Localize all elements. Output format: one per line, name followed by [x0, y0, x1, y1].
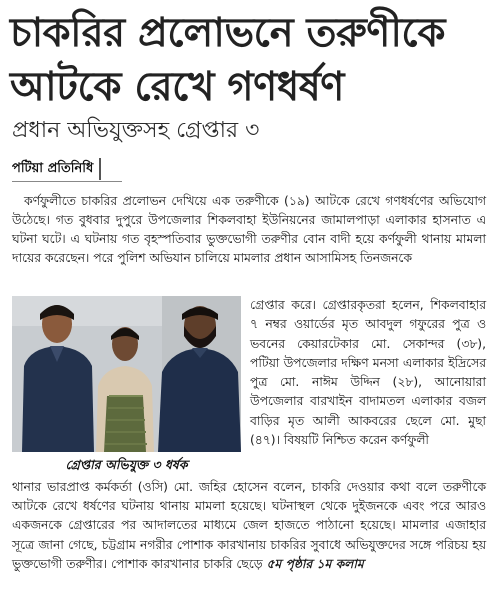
byline-divider: [12, 181, 122, 182]
three-men-photo-illustration: [12, 296, 241, 452]
paragraph-closing: থানার ভারপ্রাপ্ত কর্মকর্তা (ওসি) মো. জহির হোসেন বলেন, চাকরি দেওয়ার কথা বলে তরুণীকে আটকে রেখে ধর্ষণের ঘটনায় থানায় মামলা হয়েছে। ঘটনাস্থল থেকে দুইজনকে এবং পরে আরও একজনকে গ্রেপ্তারের পর আদালতের মাধ্যমে জেল হাজতে পাঠানো হয়েছে। মামলার এজাহার সূত্রে জানা গেছে, চট্টগ্রাম নগরীর পোশাক কারখানায় চাকরির সুবাধে অভিযুক্তদের সঙ্গে পরিচয় হয় ভুক্তভোগী তরুণীর। পোশাক কারখানার চাকরি ছেড়ে: [12, 480, 486, 571]
byline: পটিয়া প্রতিনিধি: [12, 158, 101, 180]
subheadline: প্রধান অভিযুক্তসহ গ্রেপ্তার ৩: [12, 118, 260, 143]
continued-on-page-label[interactable]: ৫ম পৃষ্ঠার ১ম কলাম: [266, 556, 364, 571]
article-body-bottom: [12, 478, 486, 574]
photo-caption: গ্রেপ্তার অভিযুক্ত ৩ ধর্ষক: [65, 457, 188, 472]
headline-line-2: আটকে রেখে গণধর্ষণ: [10, 64, 344, 110]
paragraph-intro: কর্ণফুলীতে চাকরির প্রলোভন দেখিয়ে এক তরুণীকে (১৯) আটকে রেখে গণধর্ষণের অভিযোগ উঠেছে। গত বুধবার দুপুরে উপজেলার শিকলবাহা ইউনিয়নের জামালপাড়া এলাকার হাসনাত এ ঘটনা ঘটে। এ ঘটনায় গত বৃহস্পতিবার ভুক্তভোগী তরুণীর বোন বাদী হয়ে কর্ণফুলী থানায় মামলা দায়ের করেছেন। পরে পুলিশ অভিযান চালিয়ে মামলার প্রধান আসামিসহ তিনজনকে: [12, 194, 486, 265]
article-body-top: [12, 192, 486, 268]
headline-line-1: চাকরির প্রলোভনে তরুণীকে: [10, 10, 445, 56]
article-body-right-column: গ্রেপ্তার করে। গ্রেপ্তারকৃতরা হলেন, শিকলবাহার ৭ নম্বর ওয়ার্ডের মৃত আবদুল গফুরের পুত্র ও ভবনের কেয়ারটেকার মো. সেকান্দর (৩৮), পটিয়া উপজেলার দক্ষিণ মনসা এলাকার ইদ্রিসের পুত্র মো. নাঈম উদ্দিন (২৮), আনোয়ারা উপজেলার বারখাইন বাদামতল এলাকার বজল বাড়ির মৃত আলী আকবরের ছেলে মো. মুছা (৪৭)। বিষয়টি নিশ্চিত করেন কর্ণফুলী: [250, 298, 486, 448]
headline: [10, 6, 490, 114]
news-photo: [12, 296, 241, 452]
